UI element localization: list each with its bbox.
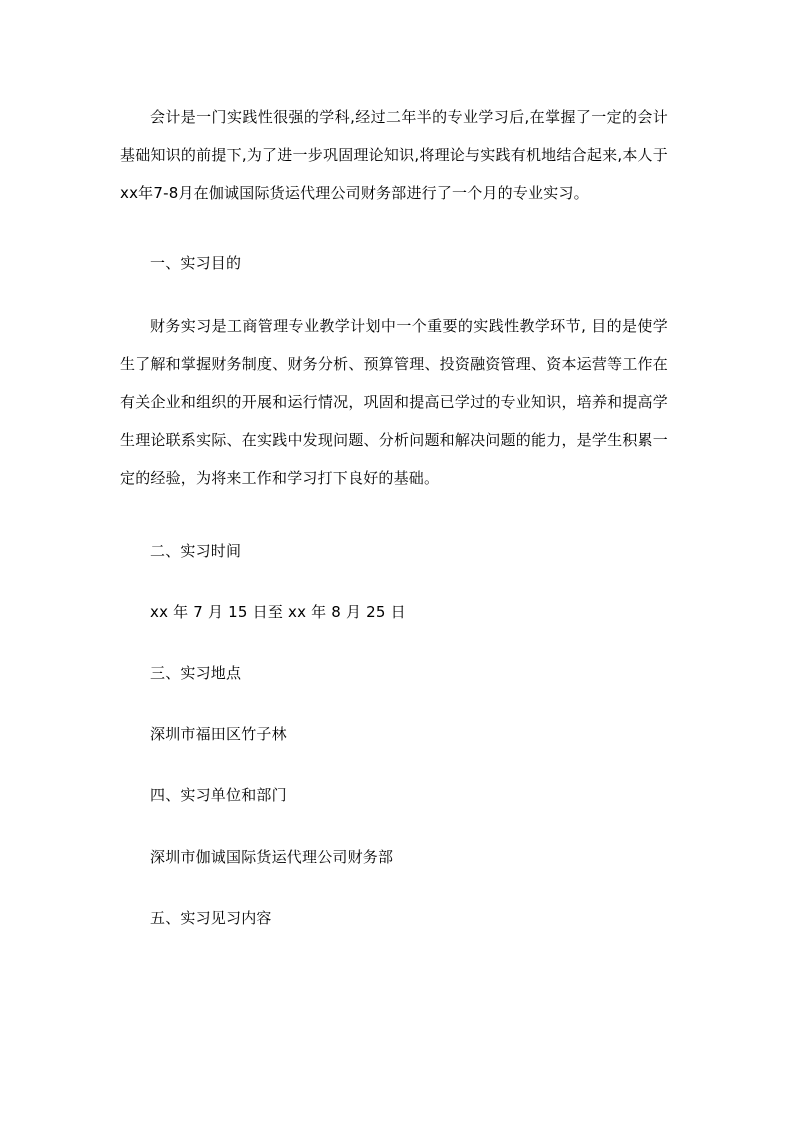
section-heading-location: 三、实习地点 [150, 664, 242, 682]
section-heading-purpose: 一、实习目的 [150, 254, 242, 272]
section-heading-time: 二、实习时间 [150, 542, 242, 560]
section-heading-content: 五、实习见习内容 [150, 909, 272, 927]
section-heading-unit: 四、实习单位和部门 [150, 786, 287, 804]
internship-location-value: 深圳市福田区竹子林 [150, 725, 287, 743]
internship-time-value: xx 年 7 月 15 日至 xx 年 8 月 25 日 [150, 603, 406, 621]
internship-unit-value: 深圳市伽诚国际货运代理公司财务部 [150, 848, 394, 866]
purpose-paragraph: 财务实习是工商管理专业教学计划中一个重要的实践性教学环节, 目的是使学生了解和掌握财务制度、财务分析、预算管理、投资融资管理、资本运营等工作在有关企业和组织的开展和运行情况，巩固和提高已学过的专业知识，培养和提高学生理论联系实际、在实践中发现问题、分析问题和解决问题的能力，是学生积累一定的经验，为将来工作和学习打下良好的基础。 [120, 317, 668, 487]
intro-paragraph: 会计是一门实践性很强的学科,经过二年半的专业学习后,在掌握了一定的会计基础知识的前提下,为了进一步巩固理论知识,将理论与实践有机地结合起来,本人于xx年7-8月在伽诚国际货运代理公司财务部进行了一个月的专业实习。 [120, 108, 668, 202]
document-page [120, 0, 668, 1123]
